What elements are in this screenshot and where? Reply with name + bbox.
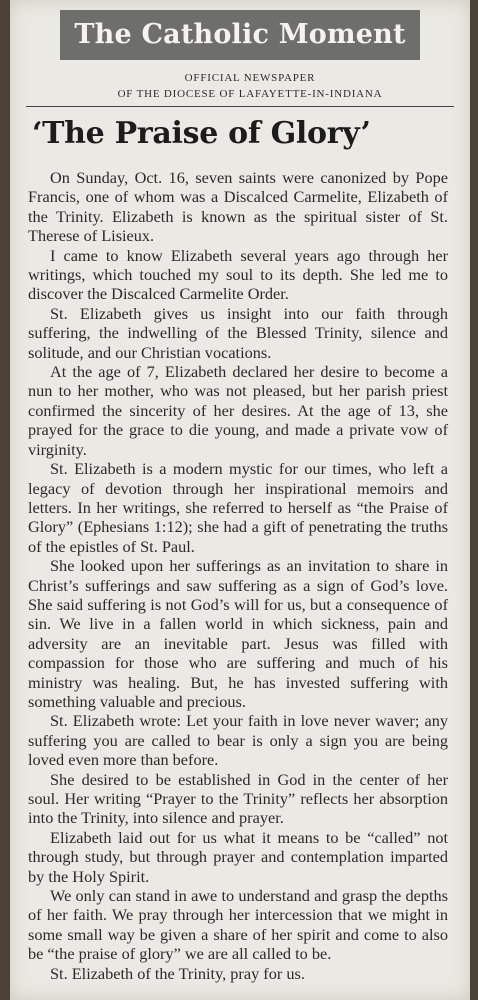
- article-paragraph: St. Elizabeth of the Trinity, pray for us.: [50, 963, 305, 983]
- article-headline: ‘The Praise of Glory’: [32, 116, 371, 151]
- header-divider: [26, 106, 454, 107]
- article-body: [28, 168, 448, 983]
- article-paragraph: She looked upon her sufferings as an invitation to share in Christ’s sufferings and saw suffering as a sign of God’s love. She said suffering is not God’s will for us, but a consequence of sin. We live in a fallen world in which sickness, pain and adversity are an inevitable part. Jesus was filled with compassion for those who are suffering and much of his ministry was healing. But, he has invested suffering with something valuable and precious.: [28, 556, 448, 711]
- article-paragraph: Elizabeth laid out for us what it means to be “called” not through study, but through prayer and contemplation imparted by the Holy Spirit.: [28, 827, 448, 886]
- masthead-subtitle-line2: OF THE DIOCESE OF LAFAYETTE-IN-INDIANA: [117, 88, 383, 100]
- article-paragraph: St. Elizabeth gives us insight into our faith through suffering, the indwelling of the Blessed Trinity, silence and solitude, and our Christian vocations.: [28, 303, 448, 362]
- masthead-title: The Catholic Moment: [60, 10, 420, 60]
- article-paragraph: She desired to be established in God in the center of her soul. Her writing “Prayer to the Trinity” reflects her absorption into the Trinity, into silence and prayer.: [28, 769, 448, 828]
- article-paragraph: We only can stand in awe to understand and grasp the depths of her faith. We pray through her intercession that we might in some small way be given a share of her spirit and come to also be “the praise of glory” we are all called to be.: [28, 886, 448, 964]
- newspaper-clipping: [10, 0, 470, 1000]
- article-paragraph: At the age of 7, Elizabeth declared her desire to become a nun to her mother, who was not pleased, but her parish priest confirmed the sincerity of her desires. At the age of 13, she prayed for the grace to die young, and made a private vow of virginity.: [28, 362, 448, 459]
- masthead-subtitle-line1: OFFICIAL NEWSPAPER: [184, 72, 316, 84]
- article-paragraph: St. Elizabeth wrote: Let your faith in love never waver; any suffering you are called to bear is only a sign you are being loved even more than before.: [28, 711, 448, 770]
- article-paragraph: I came to know Elizabeth several years ago through her writings, which touched my soul to its depth. She led me to discover the Discalced Carmelite Order.: [28, 245, 448, 304]
- article-paragraph: On Sunday, Oct. 16, seven saints were canonized by Pope Francis, one of whom was a Discalced Carmelite, Elizabeth of the Trinity. Elizabeth is known as the spiritual sister of St. Therese of Lisieux.: [28, 168, 448, 246]
- article-paragraph: St. Elizabeth is a modern mystic for our times, who left a legacy of devotion through her inspirational memoirs and letters. In her writings, she referred to herself as “the Praise of Glory” (Ephesians 1:12); she had a gift of penetrating the truths of the epistles of St. Paul.: [28, 459, 448, 556]
